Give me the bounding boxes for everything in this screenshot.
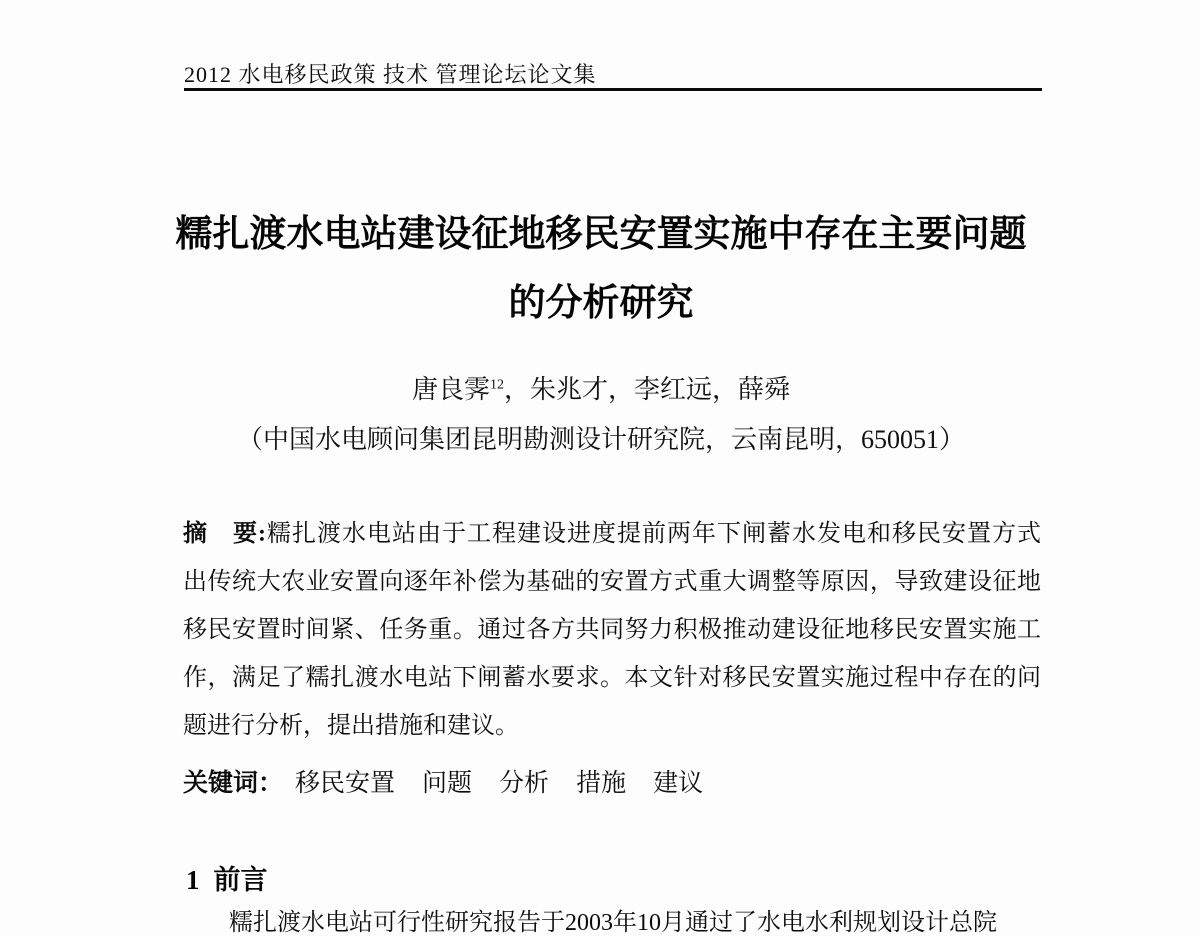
abstract-line-1 xyxy=(183,514,1041,562)
running-header: 2012 水电移民政策 技术 管理论坛论文集 xyxy=(184,62,597,87)
keywords-label: 关键词： xyxy=(183,770,284,797)
keywords-line xyxy=(183,763,1043,799)
affiliation: （中国水电顾问集团昆明勘测设计研究院，云南昆明，650051） xyxy=(236,425,965,454)
authors-rest: ，朱兆才，李红远，薛舜 xyxy=(504,375,791,404)
authors-line xyxy=(170,369,1032,406)
keyword-term: 问题 xyxy=(422,770,473,797)
section-1-number: 1 xyxy=(186,865,200,895)
keyword-term: 措施 xyxy=(576,770,627,797)
section-1-heading xyxy=(186,858,268,897)
abstract-label: 摘 要: xyxy=(183,521,266,547)
keyword-term: 建议 xyxy=(653,770,704,797)
keyword-term: 分析 xyxy=(499,770,550,797)
abstract-line-4: 作，满足了糯扎渡水电站下闸蓄水要求。本文针对移民安置实施过程中存在的问 xyxy=(183,665,1041,691)
abstract-line-5: 题进行分析，提出措施和建议。 xyxy=(183,713,519,739)
abstract-line-1-text: 糯扎渡水电站由于工程建设进度提前两年下闸蓄水发电和移民安置方式 xyxy=(266,521,1041,547)
abstract-line-2: 出传统大农业安置向逐年补偿为基础的安置方式重大调整等原因，导致建设征地 xyxy=(183,569,1041,595)
body-first-line: 糯扎渡水电站可行性研究报告于2003年10月通过了水电水利规划设计总院 xyxy=(229,910,997,936)
abstract-line-3: 移民安置时间紧、任务重。通过各方共同努力积极推动建设征地移民安置实施工 xyxy=(183,617,1041,643)
abstract-block xyxy=(183,514,1041,754)
author-affiliation-superscript: 12 xyxy=(490,377,504,393)
section-1-title: 前言 xyxy=(213,865,268,895)
paper-title-line-1: 糯扎渡水电站建设征地移民安置实施中存在主要问题 xyxy=(175,214,1027,255)
paper-title-line-2: 的分析研究 xyxy=(508,283,694,324)
keyword-term: 移民安置 xyxy=(295,770,396,797)
header-rule-divider xyxy=(184,88,1042,91)
author-first-name: 唐良霁 xyxy=(411,375,490,404)
